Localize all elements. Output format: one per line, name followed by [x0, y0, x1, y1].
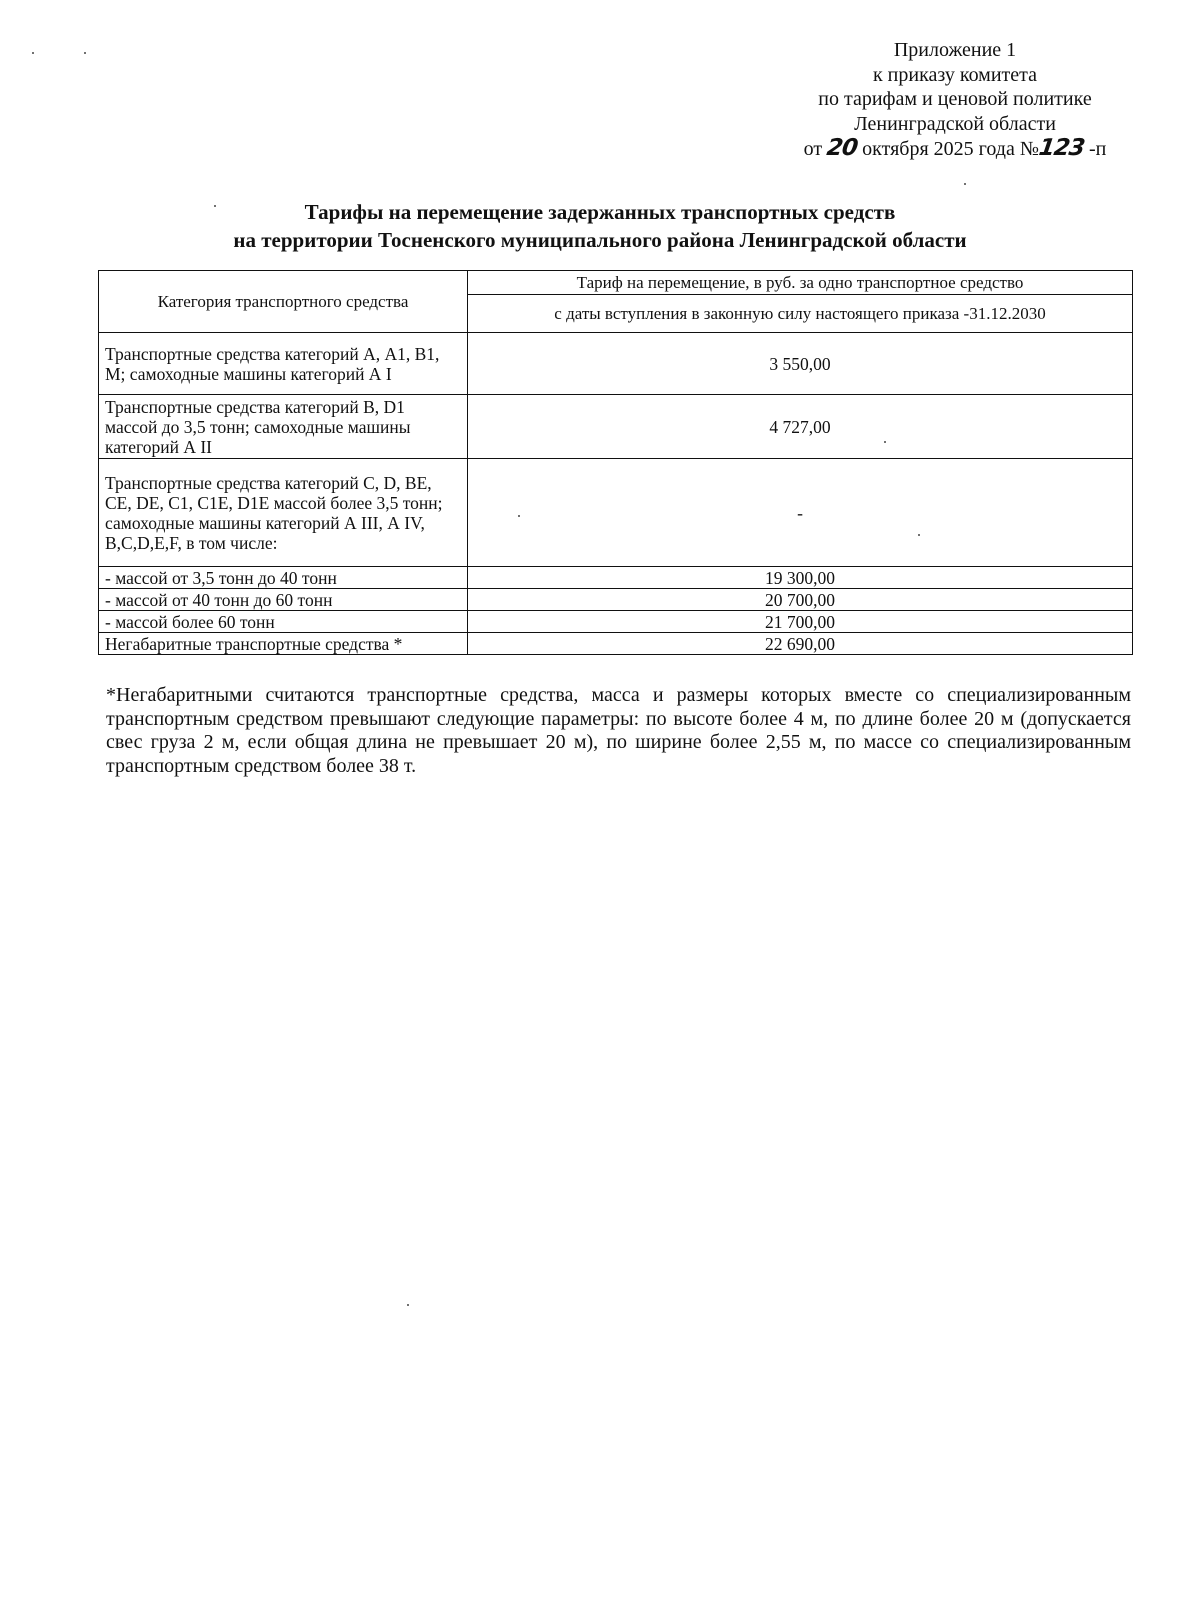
- date-middle: октября 2025 года №: [862, 138, 1039, 160]
- row-value: 3 550,00: [468, 333, 1133, 395]
- scan-speck: [407, 1304, 409, 1306]
- table-row: [99, 633, 1133, 655]
- table-row: [99, 589, 1133, 611]
- title-line-2: на территории Тосненского муниципального района Ленинградской области: [233, 228, 967, 252]
- date-prefix: от: [803, 138, 823, 160]
- row-category: Транспортные средства категорий С, D, BE, CE, DE, C1, C1E, D1E массой более 3,5 тонн; самоходные машины категорий А III, А IV, B,C,D,E,F, в том числе:: [99, 459, 468, 567]
- scan-speck: [32, 52, 34, 54]
- footnote: *Негабаритными считаются транспортные средства, масса и размеры которых вместе со специализированным транспортным средством превышают следующие параметры: по высоте более 4 м, по длине более 20 м (допускается свес груза 2 м, если общая длина не превышает 20 м), по ширине более 2,55 м, по массе со специализированным транспортным средством более 38 т.: [106, 684, 1131, 777]
- table-row: [99, 395, 1133, 459]
- appendix-title: Приложение 1: [893, 39, 1017, 61]
- appendix-region: Ленинградской области: [854, 112, 1056, 135]
- header-period: с даты вступления в законную силу настоящего приказа -31.12.2030: [468, 295, 1133, 333]
- appendix-block: [760, 38, 1150, 162]
- header-category: Категория транспортного средства: [99, 271, 468, 333]
- handwritten-order-number: 123: [1037, 135, 1086, 161]
- table-row: [99, 333, 1133, 395]
- scan-speck: [518, 515, 520, 517]
- order-number-suffix: -п: [1088, 138, 1107, 160]
- row-category: Негабаритные транспортные средства *: [99, 633, 468, 655]
- tariff-table: [98, 270, 1133, 655]
- handwritten-day: 20: [825, 135, 860, 161]
- row-category: Транспортные средства категорий А, А1, В1, М; самоходные машины категорий А I: [99, 333, 468, 395]
- row-category: - массой более 60 тонн: [99, 611, 468, 633]
- scan-speck: [214, 205, 216, 207]
- row-value: -: [468, 459, 1133, 567]
- title-line-1: Тарифы на перемещение задержанных транспортных средств: [304, 200, 896, 224]
- document-title: [90, 198, 1110, 254]
- row-value: 21 700,00: [468, 611, 1133, 633]
- scan-speck: [884, 441, 886, 443]
- table-row: [99, 459, 1133, 567]
- row-category: - массой от 3,5 тонн до 40 тонн: [99, 567, 468, 589]
- row-value: 22 690,00: [468, 633, 1133, 655]
- row-category: - массой от 40 тонн до 60 тонн: [99, 589, 468, 611]
- row-category: Транспортные средства категорий В, D1 массой до 3,5 тонн; самоходные машины категорий А II: [99, 395, 468, 459]
- appendix-date-line: [760, 136, 1150, 162]
- appendix-committee: по тарифам и ценовой политике: [818, 88, 1092, 110]
- scan-speck: [84, 52, 86, 54]
- header-tariff: Тариф на перемещение, в руб. за одно транспортное средство: [468, 271, 1133, 295]
- scan-speck: [918, 534, 920, 536]
- table-row: [99, 567, 1133, 589]
- scan-speck: [964, 183, 966, 185]
- row-value: 20 700,00: [468, 589, 1133, 611]
- appendix-order-ref: к приказу комитета: [872, 63, 1038, 86]
- row-value: 19 300,00: [468, 567, 1133, 589]
- table-row: [99, 611, 1133, 633]
- row-value: 4 727,00: [468, 395, 1133, 459]
